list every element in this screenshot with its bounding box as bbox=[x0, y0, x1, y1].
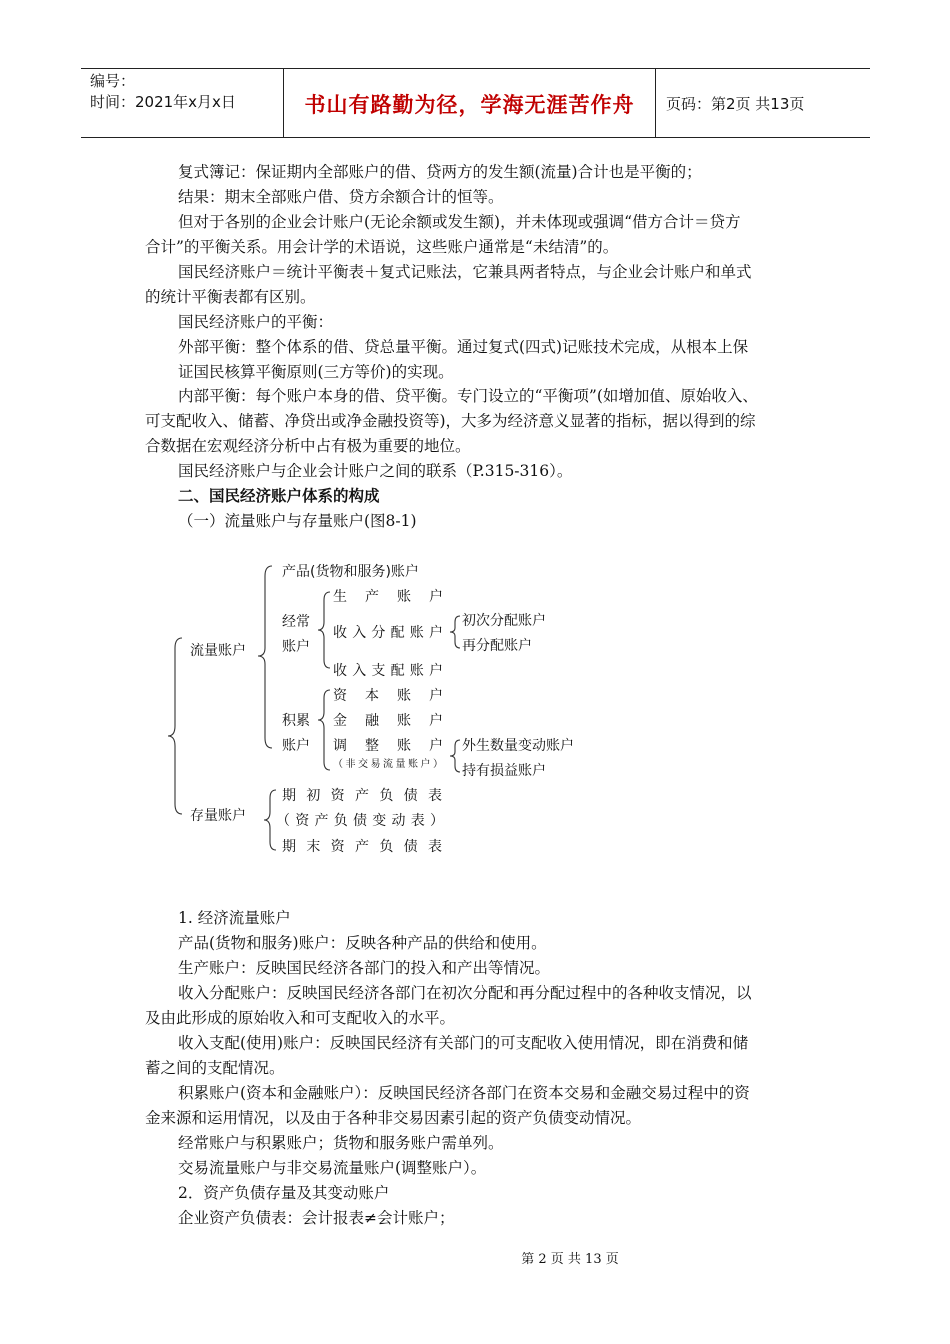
header-divider bbox=[655, 69, 656, 137]
paragraph: 合计”的平衡关系。用会计学的术语说，这些账户通常是“未结清”的。 bbox=[145, 238, 619, 256]
header-meta bbox=[90, 71, 280, 113]
section-heading: 二、国民经济账户体系的构成 bbox=[178, 487, 380, 505]
paragraph: 复式簿记：保证期内全部账户的借、贷两方的发生额(流量)合计也是平衡的； bbox=[178, 163, 702, 181]
paragraph: 结果：期末全部账户借、贷方余额合计的恒等。 bbox=[178, 188, 504, 206]
label-accumulation-accounts: 积累 bbox=[282, 713, 310, 729]
paragraph: 交易流量账户与非交易流量账户(调整账户）。 bbox=[178, 1159, 487, 1177]
paragraph: 产品(货物和服务)账户：反映各种产品的供给和使用。 bbox=[178, 934, 547, 952]
brace bbox=[168, 638, 182, 814]
label-closing-balance-sheet: 期末资产负债表 bbox=[282, 839, 442, 855]
brace bbox=[318, 592, 330, 668]
label-opening-balance-sheet: 期初资产负债表 bbox=[282, 788, 442, 804]
paragraph: 国民经济账户＝统计平衡表＋复式记账法，它兼具两者特点，与企业会计账户和单式 bbox=[178, 263, 752, 281]
label-current-accounts: 账户 bbox=[282, 639, 310, 655]
label-holding-gains: 持有损益账户 bbox=[462, 763, 546, 779]
page-header bbox=[81, 68, 870, 138]
label-product-account: 产品(货物和服务)账户 bbox=[282, 564, 419, 580]
subsection-heading: 1. 经济流量账户 bbox=[178, 909, 291, 927]
paragraph: 的统计平衡表都有区别。 bbox=[145, 288, 316, 306]
label-primary-distribution: 初次分配账户 bbox=[462, 613, 546, 629]
paragraph: 企业资产负债表：会计报表≠会计账户； bbox=[178, 1209, 455, 1227]
paragraph: 收入支配(使用)账户：反映国民经济有关部门的可支配收入使用情况，即在消费和储 bbox=[178, 1034, 749, 1052]
label-production-account: 生 产 账 户 bbox=[333, 589, 443, 605]
page-footer: 第 2 页 共 13 页 bbox=[521, 1252, 619, 1267]
label-financial-account: 金 融 账 户 bbox=[333, 713, 443, 729]
subsection-heading: 2．资产负债存量及其变动账户 bbox=[178, 1184, 390, 1202]
label-stock-accounts: 存量账户 bbox=[190, 808, 246, 824]
paragraph: 国民经济账户与企业会计账户之间的联系（P.315-316）。 bbox=[178, 462, 573, 480]
label-volume-changes: 外生数量变动账户 bbox=[462, 738, 574, 754]
paragraph: 但对于各别的企业会计账户(无论余额或发生额)，并未体现或强调“借方合计＝贷方 bbox=[178, 213, 741, 231]
brace bbox=[450, 616, 460, 648]
label-capital-account: 资 本 账 户 bbox=[333, 688, 443, 704]
label-accumulation-accounts: 账户 bbox=[282, 738, 310, 754]
subsection-heading: （一）流量账户与存量账户(图8-1) bbox=[178, 512, 417, 530]
brace bbox=[258, 566, 272, 748]
paragraph: 可支配收入、储蓄、净贷出或净金融投资等)，大多为经济意义显著的指标，据以得到的综 bbox=[145, 412, 756, 430]
paragraph: 经常账户与积累账户；货物和服务账户需单列。 bbox=[178, 1134, 504, 1152]
header-motto: 书山有路勤为径，学海无涯苦作舟 bbox=[304, 93, 635, 117]
paragraph: 及由此形成的原始收入和可支配收入的水平。 bbox=[145, 1009, 456, 1027]
brace bbox=[318, 690, 330, 770]
header-page-info: 页码：第2页 共13页 bbox=[666, 95, 805, 113]
label-balance-sheet-changes: （资产负债变动表） bbox=[276, 813, 444, 829]
doc-time-label: 时间：2021年x月x日 bbox=[90, 93, 236, 111]
paragraph: 外部平衡：整个体系的借、贷总量平衡。通过复式(四式)记账技术完成，从根本上保 bbox=[178, 338, 749, 356]
paragraph: 生产账户：反映国民经济各部门的投入和产出等情况。 bbox=[178, 959, 551, 977]
paragraph: 积累账户(资本和金融账户）：反映国民经济各部门在资本交易和金融交易过程中的资 bbox=[178, 1084, 750, 1102]
paragraph: 内部平衡：每个账户本身的借、贷平衡。专门设立的“平衡项”(如增加值、原始收入、 bbox=[178, 387, 758, 405]
label-current-accounts: 经常 bbox=[282, 614, 310, 630]
brace bbox=[450, 740, 460, 772]
paragraph: 证国民核算平衡原则(三方等价)的实现。 bbox=[178, 363, 454, 381]
label-non-transaction-flows: （非交易流量账户） bbox=[333, 759, 443, 770]
paragraph: 国民经济账户的平衡： bbox=[178, 313, 334, 331]
paragraph: 收入分配账户：反映国民经济各部门在初次分配和再分配过程中的各种收支情况，以 bbox=[178, 984, 752, 1002]
brace bbox=[264, 790, 276, 850]
label-use-of-income-account: 收入支配账户 bbox=[333, 663, 443, 679]
paragraph: 蓄之间的支配情况。 bbox=[145, 1059, 285, 1077]
label-distribution-account: 收入分配账户 bbox=[333, 625, 443, 641]
paragraph: 合数据在宏观经济分析中占有极为重要的地位。 bbox=[145, 437, 471, 455]
paragraph: 金来源和运用情况，以及由于各种非交易因素引起的资产负债变动情况。 bbox=[145, 1109, 642, 1127]
label-secondary-distribution: 再分配账户 bbox=[462, 638, 532, 654]
doc-code-label: 编号： bbox=[90, 72, 136, 90]
label-adjustment-account: 调 整 账 户 bbox=[333, 738, 443, 754]
label-flow-accounts: 流量账户 bbox=[190, 643, 246, 659]
